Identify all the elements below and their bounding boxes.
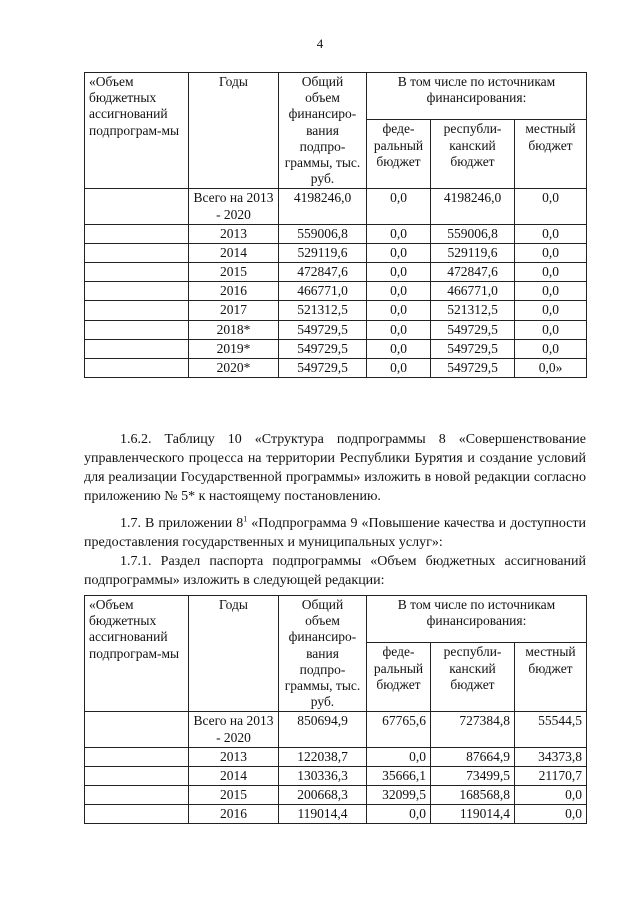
row-empty-cell xyxy=(85,243,189,262)
cell-year: 2020* xyxy=(189,359,279,378)
cell-republic: 73499,5 xyxy=(431,766,515,785)
cell-year: Всего на 2013 - 2020 xyxy=(189,712,279,747)
cell-total: 466771,0 xyxy=(279,282,367,301)
cell-year: 2016 xyxy=(189,805,279,824)
cell-federal: 0,0 xyxy=(367,282,431,301)
table-header-row xyxy=(85,596,587,643)
cell-federal: 0,0 xyxy=(367,263,431,282)
cell-total: 122038,7 xyxy=(279,747,367,766)
table-row xyxy=(85,301,587,320)
cell-local: 0,0 xyxy=(515,263,587,282)
cell-year: 2014 xyxy=(189,243,279,262)
cell-total: 521312,5 xyxy=(279,301,367,320)
cell-republic: 4198246,0 xyxy=(431,189,515,224)
header-federal: феде-ральный бюджет xyxy=(367,643,431,712)
cell-total: 549729,5 xyxy=(279,359,367,378)
cell-local: 0,0 xyxy=(515,282,587,301)
cell-republic: 466771,0 xyxy=(431,282,515,301)
cell-year: 2016 xyxy=(189,282,279,301)
header-total-volume: Общий объем финансиро-вания подпро-граммы, тыс. руб. xyxy=(279,73,367,189)
cell-year: Всего на 2013 - 2020 xyxy=(189,189,279,224)
paragraph-1-6-2: 1.6.2. Таблицу 10 «Структура подпрограммы 8 «Совершенствование управленческого процесса на территории Республики Бурятия и создание условий для реализации Государственной программы» изложить в новой редакции согласно приложению № 5* к настоящему постановлению. xyxy=(84,432,586,504)
row-empty-cell xyxy=(85,189,189,224)
row-empty-cell xyxy=(85,224,189,243)
cell-local: 0,0 xyxy=(515,786,587,805)
row-empty-cell xyxy=(85,712,189,747)
cell-local: 0,0» xyxy=(515,359,587,378)
table-row xyxy=(85,747,587,766)
table-row xyxy=(85,263,587,282)
cell-local: 0,0 xyxy=(515,320,587,339)
header-sources: В том числе по источникам финансирования: xyxy=(367,596,587,643)
cell-year: 2013 xyxy=(189,224,279,243)
cell-federal: 0,0 xyxy=(367,359,431,378)
cell-year: 2015 xyxy=(189,263,279,282)
cell-republic: 87664,9 xyxy=(431,747,515,766)
table-row xyxy=(85,786,587,805)
cell-federal: 0,0 xyxy=(367,320,431,339)
cell-republic: 549729,5 xyxy=(431,359,515,378)
cell-federal: 0,0 xyxy=(367,243,431,262)
paragraph-1-7-superscript: 1 xyxy=(243,514,248,524)
cell-year: 2019* xyxy=(189,339,279,358)
cell-federal: 0,0 xyxy=(367,189,431,224)
row-empty-cell xyxy=(85,766,189,785)
cell-total: 549729,5 xyxy=(279,339,367,358)
cell-total: 850694,9 xyxy=(279,712,367,747)
row-empty-cell xyxy=(85,301,189,320)
cell-total: 130336,3 xyxy=(279,766,367,785)
cell-republic: 549729,5 xyxy=(431,320,515,339)
cell-federal: 32099,5 xyxy=(367,786,431,805)
cell-local: 55544,5 xyxy=(515,712,587,747)
cell-federal: 35666,1 xyxy=(367,766,431,785)
cell-year: 2017 xyxy=(189,301,279,320)
header-budget-allocations: «Объем бюджетных ассигнований подпрограм-мы xyxy=(85,73,189,189)
table-row xyxy=(85,339,587,358)
paragraph-1-7-start: 1.7. В приложении 8 xyxy=(120,516,244,531)
row-empty-cell xyxy=(85,339,189,358)
cell-federal: 0,0 xyxy=(367,805,431,824)
cell-federal: 0,0 xyxy=(367,301,431,320)
cell-federal: 0,0 xyxy=(367,224,431,243)
table-row xyxy=(85,243,587,262)
table-row xyxy=(85,189,587,224)
cell-republic: 529119,6 xyxy=(431,243,515,262)
row-empty-cell xyxy=(85,320,189,339)
cell-year: 2015 xyxy=(189,786,279,805)
header-years: Годы xyxy=(189,73,279,189)
page-number: 4 xyxy=(316,36,324,51)
cell-year: 2014 xyxy=(189,766,279,785)
cell-republic: 168568,8 xyxy=(431,786,515,805)
header-sources: В том числе по источникам финансирования: xyxy=(367,73,587,120)
header-federal: феде-ральный бюджет xyxy=(367,120,431,189)
cell-republic: 549729,5 xyxy=(431,339,515,358)
cell-local: 0,0 xyxy=(515,339,587,358)
budget-table-subprogram-8 xyxy=(84,72,587,378)
header-republic: республи-канский бюджет xyxy=(431,643,515,712)
header-local: местный бюджет xyxy=(515,643,587,712)
cell-republic: 521312,5 xyxy=(431,301,515,320)
cell-total: 559006,8 xyxy=(279,224,367,243)
budget-table-subprogram-9 xyxy=(84,595,587,824)
table-row xyxy=(85,805,587,824)
row-empty-cell xyxy=(85,359,189,378)
row-empty-cell xyxy=(85,282,189,301)
cell-republic: 727384,8 xyxy=(431,712,515,747)
cell-total: 529119,6 xyxy=(279,243,367,262)
header-local: местный бюджет xyxy=(515,120,587,189)
cell-republic: 119014,4 xyxy=(431,805,515,824)
paragraph-1-7 xyxy=(84,514,586,552)
cell-local: 0,0 xyxy=(515,189,587,224)
cell-federal: 0,0 xyxy=(367,747,431,766)
row-empty-cell xyxy=(85,786,189,805)
table-row xyxy=(85,712,587,747)
cell-local: 34373,8 xyxy=(515,747,587,766)
row-empty-cell xyxy=(85,805,189,824)
paragraph-1-7-1: 1.7.1. Раздел паспорта подпрограммы «Объем бюджетных ассигнований подпрограммы» изложить в следующей редакции: xyxy=(84,554,586,588)
table-row xyxy=(85,282,587,301)
header-republic: республи-канский бюджет xyxy=(431,120,515,189)
row-empty-cell xyxy=(85,263,189,282)
header-budget-allocations: «Объем бюджетных ассигнований подпрограм-мы xyxy=(85,596,189,712)
cell-local: 0,0 xyxy=(515,224,587,243)
cell-local: 0,0 xyxy=(515,805,587,824)
row-empty-cell xyxy=(85,747,189,766)
header-years: Годы xyxy=(189,596,279,712)
cell-federal: 67765,6 xyxy=(367,712,431,747)
table-row xyxy=(85,359,587,378)
paragraph-1-7-end: «Подпрограмма 9 «Повышение качества и доступности предоставления государственных и муниципальных услуг»: xyxy=(84,516,586,550)
cell-local: 0,0 xyxy=(515,243,587,262)
table-row xyxy=(85,766,587,785)
cell-total: 200668,3 xyxy=(279,786,367,805)
cell-total: 119014,4 xyxy=(279,805,367,824)
table-header-row xyxy=(85,73,587,120)
table-row xyxy=(85,320,587,339)
cell-year: 2013 xyxy=(189,747,279,766)
cell-year: 2018* xyxy=(189,320,279,339)
cell-total: 4198246,0 xyxy=(279,189,367,224)
cell-federal: 0,0 xyxy=(367,339,431,358)
cell-republic: 472847,6 xyxy=(431,263,515,282)
table-row xyxy=(85,224,587,243)
cell-republic: 559006,8 xyxy=(431,224,515,243)
cell-local: 0,0 xyxy=(515,301,587,320)
header-total-volume: Общий объем финансиро-вания подпро-граммы, тыс. руб. xyxy=(279,596,367,712)
cell-total: 549729,5 xyxy=(279,320,367,339)
cell-total: 472847,6 xyxy=(279,263,367,282)
cell-local: 21170,7 xyxy=(515,766,587,785)
